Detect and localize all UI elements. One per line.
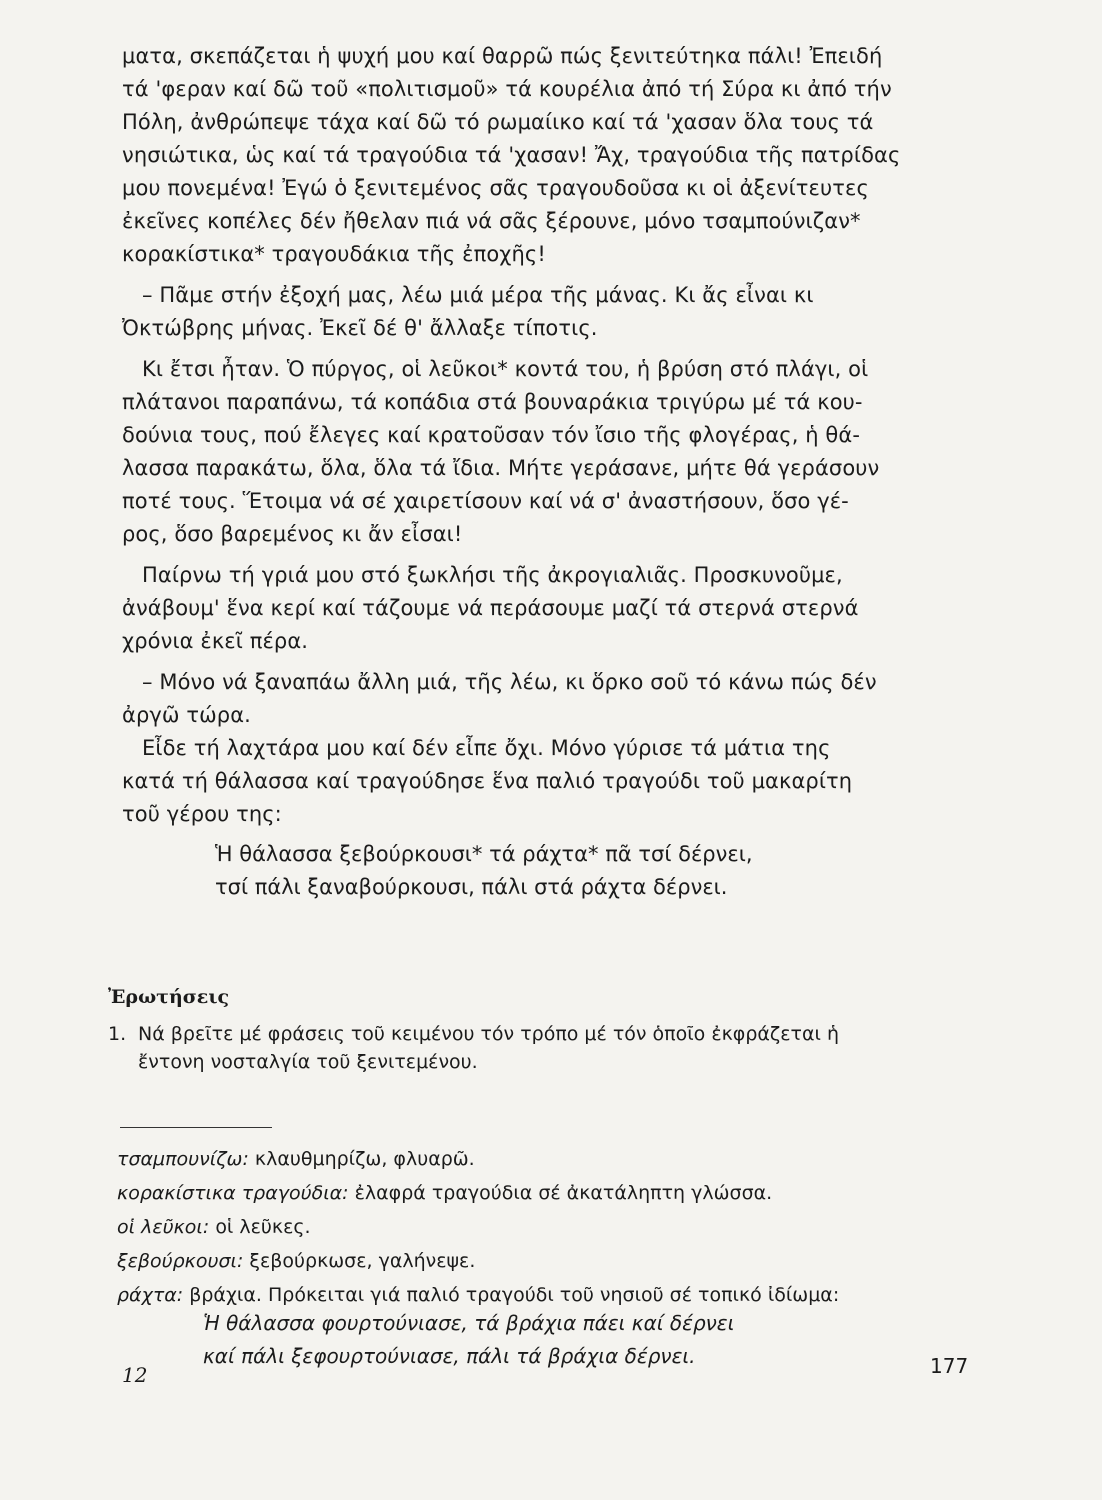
question-item (108, 1020, 978, 1076)
text-line: – Μόνο νά ξαναπάω ἄλλη μιά, τῆς λέω, κι ὅρκο σοῦ τό κάνω πώς δέν (142, 670, 877, 694)
glossary-definition: κλαυθμηρίζω, φλυαρῶ. (254, 1148, 475, 1170)
text-line: – Πᾶμε στήν ἐξοχή μας, λέω μιά μέρα τῆς μάνας. Κι ἄς εἶναι κι (142, 283, 814, 307)
glossary-term: τσαμπουνίζω: (117, 1148, 249, 1170)
glossary-term: οἱ λεῦκοι: (117, 1216, 210, 1238)
poem-line: Ἡ θάλασσα ξεβούρκουσι* τά ράχτα* πᾶ τσί δέρνει, (215, 842, 753, 866)
text-line: ποτέ τους. Ἕτοιμα νά σέ χαιρετίσουν καί νά σ' ἀναστήσουν, ὅσο γέ- (122, 489, 849, 513)
text-line: νησιώτικα, ὡς καί τά τραγούδια τά 'χασαν! Ἄχ, τραγούδια τῆς πατρίδας (122, 143, 901, 167)
text-line: Κι ἔτσι ἦταν. Ὁ πύργος, οἱ λεῦκοι* κοντά του, ἡ βρύση στό πλάγι, οἱ (142, 357, 869, 381)
signature-mark: 12 (122, 1363, 148, 1387)
text-line: πλάτανοι παραπάνω, τά κοπάδια στά βουναράκια τριγύρω μέ τά κου- (122, 390, 863, 414)
glossary-poem-line: Ἡ θάλασσα φουρτούνιασε, τά βράχια πάει καί δέρνει (203, 1311, 735, 1335)
poem (215, 838, 753, 904)
questions-list (108, 1020, 978, 1076)
text-line: μου πονεμένα! Ἐγώ ὁ ξενιτεμένος σᾶς τραγουδοῦσα κι οἱ ἀξενίτευτες (122, 176, 869, 200)
text-line: κατά τή θάλασσα καί τραγούδησε ἕνα παλιό τραγούδι τοῦ μακαρίτη (122, 769, 853, 793)
glossary-definition: βράχια. Πρόκειται γιά παλιό τραγούδι τοῦ νησιοῦ σέ τοπικό ἰδίωμα: (189, 1284, 840, 1306)
glossary-definition: ξεβούρκωσε, γαλήνεψε. (249, 1250, 476, 1272)
glossary-entry (117, 1244, 839, 1278)
glossary-definition: οἱ λεῦκες. (215, 1216, 311, 1238)
text-line: χρόνια ἐκεῖ πέρα. (122, 629, 309, 653)
glossary-entry (117, 1176, 839, 1210)
glossary-term: ξεβούρκουσι: (117, 1250, 244, 1272)
glossary-entry (117, 1210, 839, 1244)
question-line: ἔντονη νοσταλγία τοῦ ξενιτεμένου. (138, 1051, 478, 1073)
text-line: τοῦ γέρου της: (122, 802, 282, 826)
question-number: 1. (108, 1023, 127, 1045)
text-line: δούνια τους, πού ἔλεγες καί κρατοῦσαν τόν ἴσιο τῆς φλογέρας, ἡ θά- (122, 423, 861, 447)
poem-line: τσί πάλι ξαναβούρκουσι, πάλι στά ράχτα δέρνει. (215, 875, 728, 899)
questions-heading: Ἐρωτήσεις (108, 986, 230, 1008)
glossary-definition: ἐλαφρά τραγούδια σέ ἀκατάληπτη γλώσσα. (354, 1182, 773, 1204)
text-line: ρος, ὅσο βαρεμένος κι ἄν εἶσαι! (122, 522, 463, 546)
question-text (138, 1020, 839, 1076)
glossary-poem-line: καί πάλι ξεφουρτούνιασε, πάλι τά βράχια δέρνει. (203, 1344, 696, 1368)
glossary-term: ράχτα: (117, 1284, 184, 1306)
footnote-rule (120, 1127, 272, 1128)
question-line: Νά βρεῖτε μέ φράσεις τοῦ κειμένου τόν τρόπο μέ τόν ὁποῖο ἐκφράζεται ἡ (138, 1023, 839, 1045)
page-number: 177 (930, 1354, 969, 1378)
glossary-poem (203, 1307, 734, 1373)
text-line: κορακίστικα* τραγουδάκια τῆς ἐποχῆς! (122, 242, 546, 266)
text-line: τά 'φεραν καί δῶ τοῦ «πολιτισμοῦ» τά κουρέλια ἀπό τή Σύρα κι ἀπό τήν (122, 77, 892, 101)
text-line: ἐκεῖνες κοπέλες δέν ἤθελαν πιά νά σᾶς ξέρουνε, μόνο τσαμπούνιζαν* (122, 209, 861, 233)
glossary-entry (117, 1142, 839, 1176)
text-line: Εἶδε τή λαχτάρα μου καί δέν εἶπε ὄχι. Μόνο γύρισε τά μάτια της (142, 736, 831, 760)
text-line: Ὀκτώβρης μήνας. Ἐκεῖ δέ θ' ἄλλαξε τίποτις. (122, 316, 598, 340)
text-line: λασσα παρακάτω, ὅλα, ὅλα τά ἴδια. Μήτε γεράσανε, μήτε θά γεράσουν (122, 456, 880, 480)
text-line: Παίρνω τή γριά μου στό ξωκλήσι τῆς ἀκρογιαλιᾶς. Προσκυνοῦμε, (142, 563, 843, 587)
text-line: ματα, σκεπάζεται ἡ ψυχή μου καί θαρρῶ πώς ξενιτεύτηκα πάλι! Ἐπειδή (122, 44, 883, 68)
text-line: ἀνάβουμ' ἕνα κερί καί τάζουμε νά περάσουμε μαζί τά στερνά στερνά (122, 596, 859, 620)
text-line: Πόλη, ἀνθρώπεψε τάχα καί δῶ τό ρωμαίικο καί τά 'χασαν ὅλα τους τά (122, 110, 874, 134)
text-line: ἀργῶ τώρα. (122, 703, 251, 727)
main-text (122, 40, 972, 831)
glossary (117, 1142, 839, 1312)
glossary-term: κορακίστικα τραγούδια: (117, 1182, 349, 1204)
